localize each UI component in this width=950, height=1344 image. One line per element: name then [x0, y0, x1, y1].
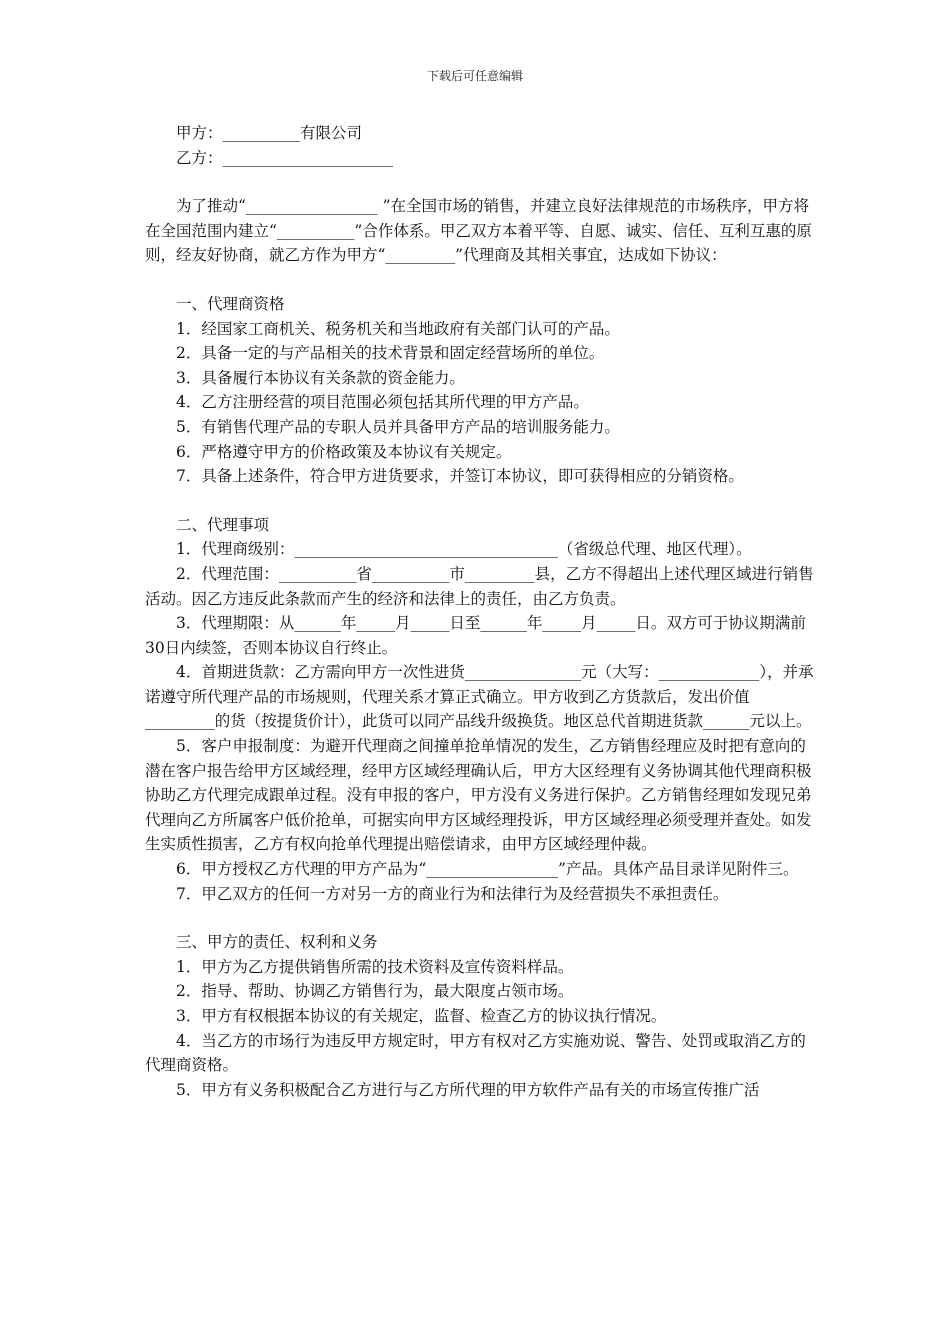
section-1-item: 6．严格遵守甲方的价格政策及本协议有关规定。	[176, 442, 512, 461]
section-2-item: 4．首期进货款：乙方需向甲方一次性进货_______________元（大写：_____________），并承诺遵守所代理产品的市场规则，代理关系才算正式确立。甲方收到乙方货款后，发出价值_________的货（按提货价计），此货可以同产品线升级换货。地区总代首期进货款______元以上。	[145, 663, 814, 731]
page-header: 下载后可任意编辑	[426, 69, 523, 83]
section-2-item: 6．甲方授权乙方代理的甲方产品为“_________________”产品。具体产品目录详见附件三。	[176, 860, 799, 879]
section-3-item: 5．甲方有义务积极配合乙方进行与乙方所代理的甲方软件产品有关的市场宣传推广活	[176, 1080, 760, 1099]
section-2-item: 3．代理期限：从______年_____月_____日至______年_____月_____日。双方可于协议期满前30日内续签，否则本协议自行终止。	[145, 614, 806, 657]
section-3-item: 2．指导、帮助、协调乙方销售行为，最大限度占领市场。	[176, 982, 574, 1001]
section-3-item: 1．甲方为乙方提供销售所需的技术资料及宣传资料样品。	[176, 957, 574, 976]
section-1-item: 4．乙方注册经营的项目范围必须包括其所代理的甲方产品。	[176, 393, 589, 412]
section-1-title: 一、代理商资格	[176, 294, 285, 313]
section-3-item: 4．当乙方的市场行为违反甲方规定时，甲方有权对乙方实施劝说、警告、处罚或取消乙方的代理商资格。	[145, 1031, 806, 1075]
section-1-item: 3．具备履行本协议有关条款的资金能力。	[176, 368, 465, 387]
intro-paragraph: 为了推动“_________________ ”在全国市场的销售，并建立良好法律规范的市场秩序，甲方将在全国范围内建立“__________”合作体系。甲乙双方本着平等、自愿、诚实、信任、互利互惠的原则，经友好协商，就乙方作为甲方“_________”代理商及其相关事宜，达成如下协议：	[145, 197, 812, 265]
section-1-item: 7．具备上述条件，符合甲方进货要求，并签订本协议，即可获得相应的分销资格。	[176, 467, 744, 486]
agreement-body	[145, 121, 815, 1102]
section-1-item: 1．经国家工商机关、税务机关和当地政府有关部门认可的产品。	[176, 319, 620, 338]
section-1-item: 5．有销售代理产品的专职人员并具备甲方产品的培训服务能力。	[176, 417, 620, 436]
section-1-item: 2．具备一定的与产品相关的技术背景和固定经营场所的单位。	[176, 344, 605, 363]
section-2-item: 1．代理商级别：__________________________________（省级总代理、地区代理）。	[176, 540, 752, 559]
section-2-item: 7．甲乙双方的任何一方对另一方的商业行为和法律行为及经营损失不承担责任。	[176, 884, 729, 903]
section-2-item: 5．客户申报制度：为避开代理商之间撞单抢单情况的发生，乙方销售经理应及时把有意向的潜在客户报告给甲方区域经理，经甲方区域经理确认后，甲方大区经理有义务协调其他代理商积极协助乙方代理完成跟单过程。没有申报的客户，甲方没有义务进行保护。乙方销售经理如发现兄弟代理向乙方所属客户低价抢单，可据实向甲方区域经理投诉，甲方区域经理必须受理并查处。如发生实质性损害，乙方有权向抢单代理提出赔偿请求，由甲方区域经理仲裁。	[145, 737, 812, 854]
section-2-item: 2．代理范围：__________省__________市_________县，乙方不得超出上述代理区域进行销售活动。因乙方违反此条款而产生的经济和法律上的责任，由乙方负责。	[145, 564, 814, 608]
party-a-line: 甲方：__________有限公司	[176, 124, 363, 142]
section-3-item: 3．甲方有权根据本协议的有关规定，监督、检查乙方的协议执行情况。	[176, 1007, 667, 1025]
party-b-line: 乙方：______________________	[176, 148, 394, 167]
section-2-title: 二、代理事项	[176, 515, 270, 534]
section-3-title: 三、甲方的责任、权利和义务	[176, 933, 378, 952]
